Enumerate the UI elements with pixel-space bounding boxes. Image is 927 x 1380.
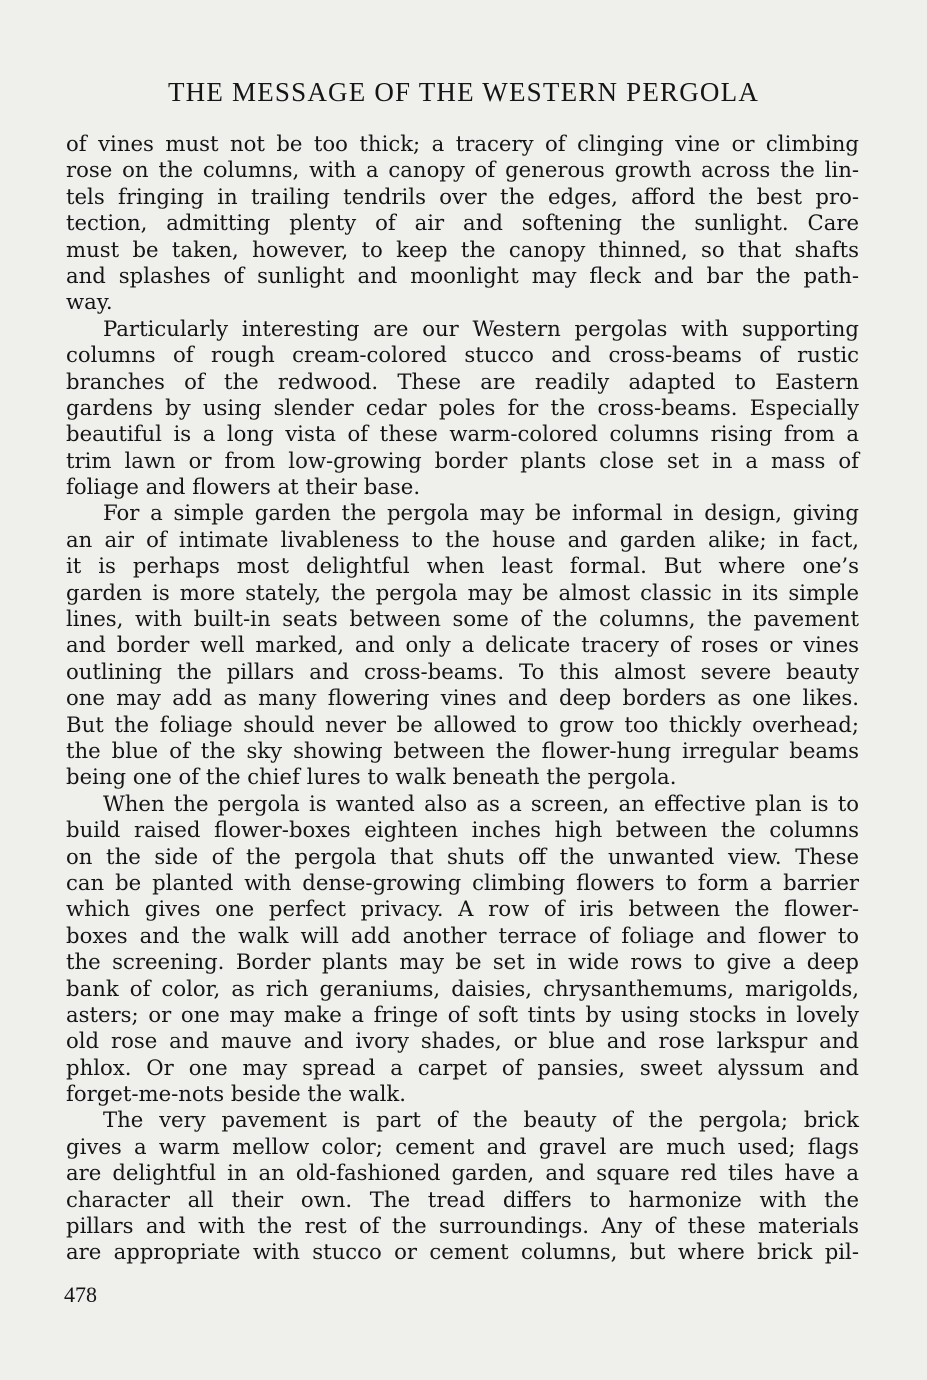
text-line: must be taken, however, to keep the canopy thinned, so that shafts <box>66 236 859 262</box>
text-line: of vines must not be too thick; a tracery of clinging vine or climbing <box>66 131 859 156</box>
text-line: gives a warm mellow color; cement and gravel are much used; flags <box>66 1133 859 1159</box>
paragraph-2 <box>66 316 859 501</box>
paragraph-1 <box>66 131 859 316</box>
text-line: Particularly interesting are our Western pergolas with supporting <box>103 315 859 341</box>
text-line: it is perhaps most delightful when least formal. But where one’s <box>66 553 859 579</box>
text-line: the blue of the sky showing between the flower-hung irregular beams <box>66 737 859 763</box>
text-line: and border well marked, and only a delicate tracery of roses or vines <box>66 632 859 658</box>
text-line: phlox. Or one may spread a carpet of pansies, sweet alyssum and <box>66 1054 859 1080</box>
text-line: garden is more stately, the pergola may be almost classic in its simple <box>66 579 859 605</box>
text-line: rose on the columns, with a canopy of generous growth across the lin- <box>66 157 859 183</box>
text-line: old rose and mauve and ivory shades, or blue and rose larkspur and <box>66 1028 859 1054</box>
text-line: The very pavement is part of the beauty of the pergola; brick <box>103 1107 859 1133</box>
text-line: one may add as many flowering vines and deep borders as one likes. <box>66 685 859 711</box>
text-line: boxes and the walk will add another terrace of foliage and flower to <box>66 922 859 948</box>
text-line: beautiful is a long vista of these warm-colored columns rising from a <box>66 421 859 447</box>
text-line: columns of rough cream-colored stucco and cross-beams of rustic <box>66 342 859 368</box>
text-line: the screening. Border plants may be set in wide rows to give a deep <box>66 949 859 975</box>
page-number: 478 <box>64 1282 97 1307</box>
text-line: tection, admitting plenty of air and softening the sunlight. Care <box>66 210 859 236</box>
text-line: are delightful in an old-fashioned garden, and square red tiles have a <box>66 1160 859 1186</box>
text-line: character all their own. The tread differs to harmonize with the <box>66 1186 859 1212</box>
text-line: branches of the redwood. These are readily adapted to Eastern <box>66 368 859 394</box>
text-line: and splashes of sunlight and moonlight may fleck and bar the path- <box>66 262 859 288</box>
text-line: can be planted with dense-growing climbing flowers to form a barrier <box>66 869 859 895</box>
text-line: trim lawn or from low-growing border plants close set in a mass of <box>66 447 859 473</box>
text-line: bank of color, as rich geraniums, daisies, chrysanthemums, marigolds, <box>66 975 859 1001</box>
text-line: an air of intimate livableness to the house and garden alike; in fact, <box>66 526 859 552</box>
text-line: on the side of the pergola that shuts off the unwanted view. These <box>66 843 859 869</box>
text-line: are appropriate with stucco or cement columns, but where brick pil- <box>66 1239 859 1265</box>
text-line: being one of the chief lures to walk beneath the pergola. <box>66 764 677 790</box>
text-line: tels fringing in trailing tendrils over the edges, afford the best pro- <box>66 183 859 209</box>
text-line: foliage and flowers at their base. <box>66 474 421 500</box>
text-line: forget-me-nots beside the walk. <box>66 1081 406 1107</box>
text-line: But the foliage should never be allowed to grow too thickly overhead; <box>66 711 859 737</box>
running-head-title: THE MESSAGE OF THE WESTERN PERGOLA <box>167 77 760 107</box>
text-line: lines, with built-in seats between some of the columns, the pavement <box>66 606 859 632</box>
text-line: build raised flower-boxes eighteen inches high between the columns <box>66 817 859 843</box>
body-text <box>66 131 859 1266</box>
paragraph-4 <box>66 791 859 1108</box>
text-line: When the pergola is wanted also as a screen, an effective plan is to <box>103 790 859 816</box>
text-line: outlining the pillars and cross-beams. To this almost severe beauty <box>66 658 859 684</box>
text-line: gardens by using slender cedar poles for the cross-beams. Especially <box>66 394 859 420</box>
text-line: asters; or one may make a fringe of soft tints by using stocks in lovely <box>66 1001 859 1027</box>
paragraph-3 <box>66 500 859 790</box>
text-line: way. <box>66 289 113 315</box>
text-line: For a simple garden the pergola may be informal in design, giving <box>103 500 859 526</box>
text-line: which gives one perfect privacy. A row of iris between the flower- <box>66 896 859 922</box>
text-line: pillars and with the rest of the surroundings. Any of these materials <box>66 1213 859 1239</box>
paragraph-5 <box>66 1107 859 1265</box>
